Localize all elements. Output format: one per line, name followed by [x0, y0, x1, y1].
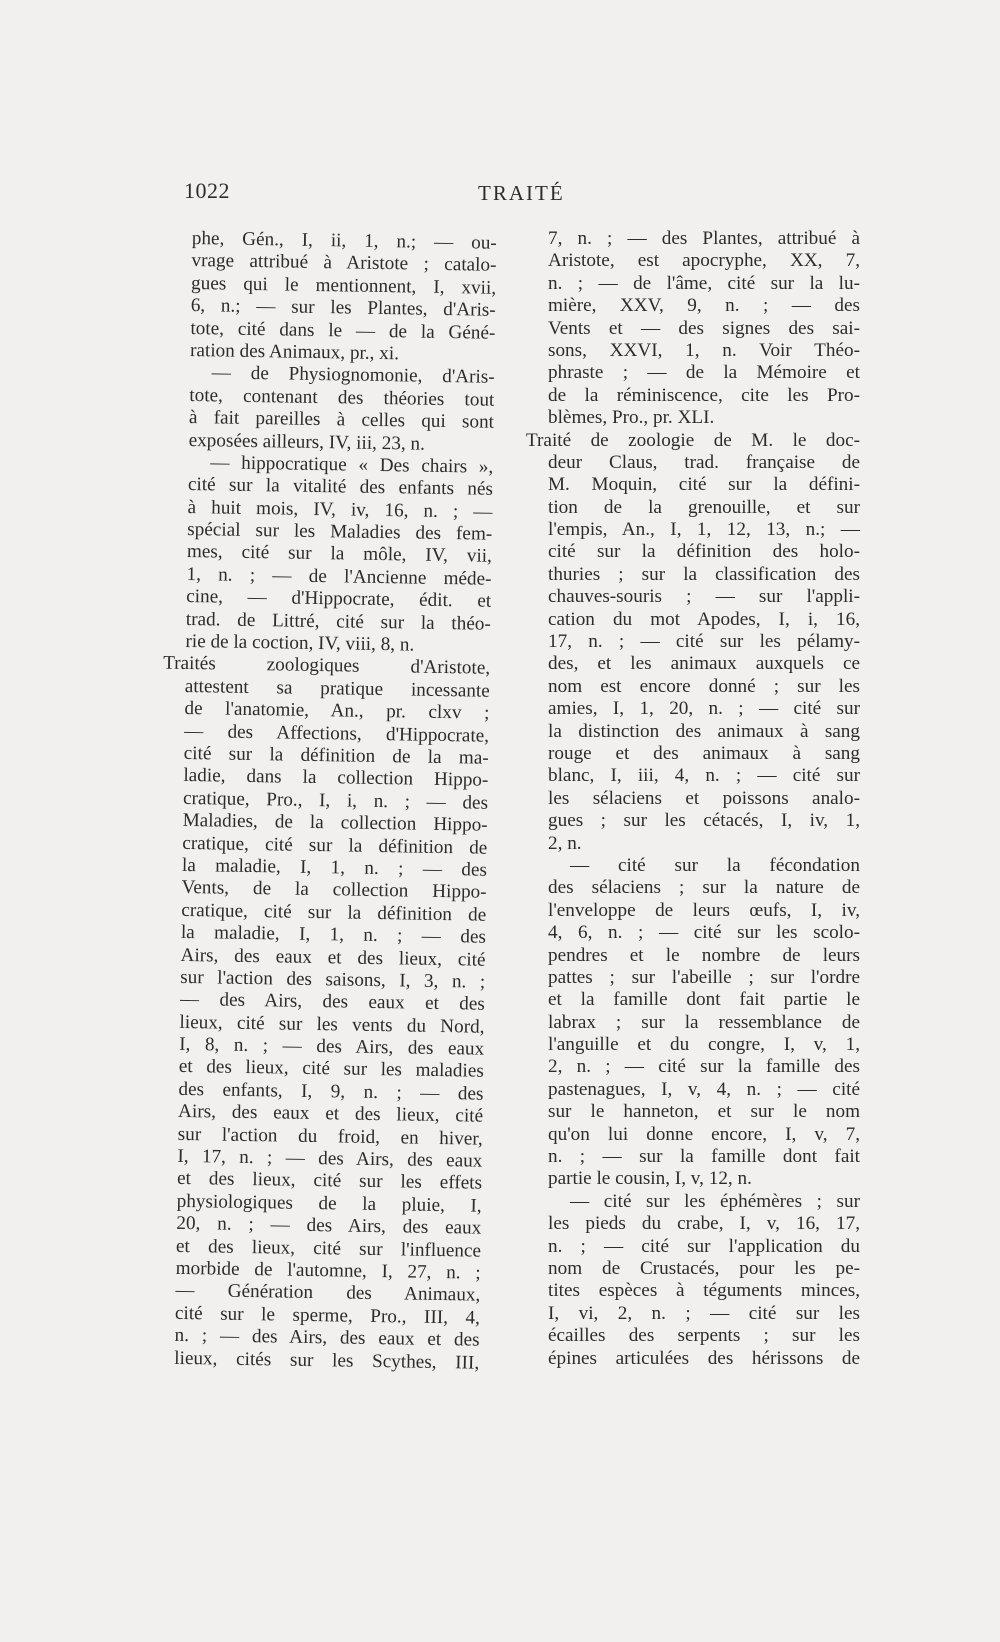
- text-line: l'enveloppe de leurs œufs, I, iv,: [548, 899, 860, 921]
- text-line: exposées ailleurs, IV, iii, 23, n.: [188, 429, 426, 455]
- text-line: Traité de zoologie de M. le doc-: [526, 429, 860, 451]
- text-line: cratique, cité sur la définition de: [182, 832, 488, 859]
- text-line: cité sur la définition de la ma-: [183, 742, 489, 769]
- text-line: — cité sur les éphémères ; sur: [570, 1190, 860, 1212]
- text-line: cine, — d'Hippocrate, édit. et: [186, 586, 492, 612]
- text-line: 17, n. ; — cité sur les pélamy-: [548, 631, 860, 653]
- text-line: sur le hanneton, et sur le nom: [548, 1101, 860, 1123]
- text-line: labrax ; sur la ressemblance de: [548, 1011, 860, 1033]
- text-line: attestent sa pratique incessante: [184, 675, 490, 702]
- text-line: Vents, de la collection Hippo-: [181, 877, 487, 904]
- text-line: et des lieux, cité sur l'influence: [175, 1235, 482, 1262]
- text-line: chauves-souris ; — sur l'appli-: [548, 586, 860, 608]
- text-line: cation du mot Apodes, I, i, 16,: [548, 608, 860, 630]
- text-line: des sélaciens ; sur la nature de: [548, 877, 860, 899]
- text-line: et la famille dont fait partie le: [548, 989, 860, 1011]
- text-line: 6, n.; — sur les Plantes, d'Aris-: [190, 295, 496, 321]
- text-line: mes, cité sur la môle, IV, vii,: [186, 541, 493, 568]
- text-line: nom de Crustacés, pour les pe-: [548, 1257, 860, 1279]
- text-line: sons, XXVI, 1, n. Voir Théo-: [548, 339, 860, 361]
- text-line: phe, Gén., I, ii, 1, n.; — ou-: [191, 228, 497, 254]
- text-line: 1, n. ; — de l'Ancienne méde-: [186, 563, 492, 590]
- text-line: phraste ; — de la Mémoire et: [548, 362, 860, 384]
- text-line: 20, n. ; — des Airs, des eaux: [176, 1213, 482, 1239]
- text-line: nom est encore donné ; sur les: [548, 675, 860, 697]
- text-line: et des lieux, cité sur les maladies: [178, 1056, 484, 1083]
- text-line: des, et les animaux auxquels ce: [548, 653, 860, 675]
- text-line: cratique, Pro., I, i, n. ; — des: [182, 787, 489, 814]
- text-line: Airs, des eaux et des lieux, cité: [180, 944, 486, 971]
- text-line: deur Claus, trad. française de: [548, 451, 860, 473]
- text-line: pastenagues, I, v, 4, n. ; — cité: [548, 1078, 860, 1100]
- text-line: tote, contenant des théories tout: [189, 384, 495, 411]
- text-line: n. ; — sur la famille dont fait: [548, 1146, 860, 1168]
- text-line: rouge et des animaux à sang: [548, 742, 860, 764]
- left-column-text: [162, 228, 497, 1375]
- text-line: I, 8, n. ; — des Airs, des eaux: [179, 1033, 485, 1060]
- text-line: Traités zoologiques d'Aristote,: [162, 653, 491, 680]
- text-line: — Génération des Animaux,: [175, 1280, 481, 1307]
- text-line: sur l'action des saisons, I, 3, n. ;: [180, 966, 486, 993]
- text-line: de l'anatomie, An., pr. clxv ;: [184, 698, 490, 724]
- text-line: I, 17, n. ; — des Airs, des eaux: [177, 1145, 483, 1172]
- text-line: rie de la coction, IV, viii, 8, n.: [185, 630, 415, 656]
- text-line: mière, XXV, 9, n. ; — des: [548, 295, 860, 317]
- text-line: tion de la grenouille, et sur: [548, 496, 860, 518]
- text-line: de la réminiscence, cite les Pro-: [548, 384, 860, 406]
- text-line: trad. de Littré, cité sur la théo-: [185, 608, 491, 635]
- text-line: Aristote, est apocryphe, XX, 7,: [548, 250, 860, 272]
- text-line: Maladies, de la collection Hippo-: [182, 810, 488, 836]
- text-line: cité sur le sperme, Pro., III, 4,: [174, 1302, 481, 1329]
- text-line: blanc, I, iii, 4, n. ; — cité sur: [548, 765, 860, 787]
- text-line: lieux, cité sur les vents du Nord,: [179, 1011, 485, 1038]
- text-line: pattes ; sur l'abeille ; sur l'ordre: [548, 966, 860, 988]
- text-line: I, vi, 2, n. ; — cité sur les: [548, 1302, 860, 1324]
- text-line: — des Airs, des eaux et des: [179, 989, 486, 1015]
- text-line: n. ; — cité sur l'application du: [548, 1235, 860, 1257]
- right-column: [526, 228, 860, 1370]
- text-line: cratique, cité sur la définition de: [181, 899, 487, 926]
- text-line: cité sur la vitalité des enfants nés: [187, 474, 494, 501]
- text-line: tites espèces à téguments minces,: [548, 1280, 860, 1302]
- text-line: amies, I, 1, 20, n. ; — cité sur: [548, 698, 860, 720]
- text-line: morbide de l'automne, I, 27, n. ;: [175, 1257, 481, 1284]
- text-line: 2, n.: [548, 832, 582, 854]
- text-line: des enfants, I, 9, n. ; — des: [178, 1078, 484, 1105]
- text-line: Airs, des eaux et des lieux, cité: [177, 1101, 484, 1127]
- text-line: la maladie, I, 1, n. ; — des: [180, 922, 487, 948]
- text-line: cité sur la définition des holo-: [548, 541, 860, 563]
- text-line: spécial sur les Maladies des fem-: [187, 519, 493, 545]
- text-line: vrage attribué à Aristote ; catalo-: [191, 250, 497, 277]
- text-line: thuries ; sur la classification des: [548, 563, 860, 585]
- text-line: n. ; — des Airs, des eaux et des: [174, 1325, 480, 1351]
- text-line: partie le cousin, I, v, 12, n.: [548, 1168, 752, 1190]
- text-line: blèmes, Pro., pr. XLI.: [548, 407, 715, 429]
- right-column-text: [526, 228, 860, 1370]
- text-line: la maladie, I, 1, n. ; — des: [181, 854, 488, 881]
- page-header: [184, 178, 564, 218]
- text-line: la distinction des animaux à sang: [548, 720, 860, 742]
- text-line: sur l'action du froid, en hiver,: [177, 1123, 483, 1150]
- text-line: gues qui le mentionnent, I, xvii,: [190, 272, 497, 299]
- text-line: à fait pareilles à celles qui sont: [188, 407, 495, 433]
- text-line: — cité sur la fécondation: [570, 854, 860, 876]
- left-column: [162, 228, 497, 1374]
- text-line: et des lieux, cité sur les effets: [176, 1168, 483, 1195]
- text-line: lieux, cités sur les Scythes, III,: [174, 1347, 480, 1374]
- text-line: ration des Animaux, pr., xi.: [189, 339, 400, 365]
- text-line: — hippocratique « Des chairs »,: [210, 452, 494, 478]
- text-line: les pieds du crabe, I, v, 16, 17,: [548, 1213, 860, 1235]
- text-line: à huit mois, IV, iv, 16, n. ; —: [187, 496, 493, 523]
- text-line: M. Moquin, cité sur la défini-: [548, 474, 860, 496]
- text-line: gues ; sur les cétacés, I, iv, 1,: [548, 810, 860, 832]
- text-line: les sélaciens et poissons analo-: [548, 787, 860, 809]
- text-line: qu'on lui donne encore, I, v, 7,: [548, 1123, 860, 1145]
- text-line: — de Physiognomonie, d'Aris-: [211, 362, 495, 389]
- running-title: TRAITÉ: [478, 181, 565, 205]
- page-number: 1022: [184, 178, 230, 203]
- text-line: pendres et le nombre de leurs: [548, 944, 860, 966]
- text-line: l'anguille et du congre, I, v, 1,: [548, 1034, 860, 1056]
- text-line: écailles des serpents ; sur les: [548, 1325, 860, 1347]
- text-line: 7, n. ; — des Plantes, attribué à: [548, 228, 860, 249]
- text-line: 4, 6, n. ; — cité sur les scolo-: [548, 922, 860, 944]
- text-line: Vents et — des signes des sai-: [548, 317, 860, 339]
- text-line: 2, n. ; — cité sur la famille des: [548, 1056, 860, 1078]
- text-line: — des Affections, d'Hippocrate,: [183, 720, 490, 747]
- text-line: l'empis, An., I, 1, 12, 13, n.; —: [548, 519, 860, 541]
- text-line: physiologiques de la pluie, I,: [176, 1190, 482, 1217]
- text-line: ladie, dans la collection Hippo-: [183, 765, 489, 792]
- text-line: n. ; — de l'âme, cité sur la lu-: [548, 272, 860, 294]
- text-line: épines articulées des hérissons de: [548, 1347, 860, 1369]
- text-line: tote, cité dans le — de la Géné-: [190, 317, 496, 344]
